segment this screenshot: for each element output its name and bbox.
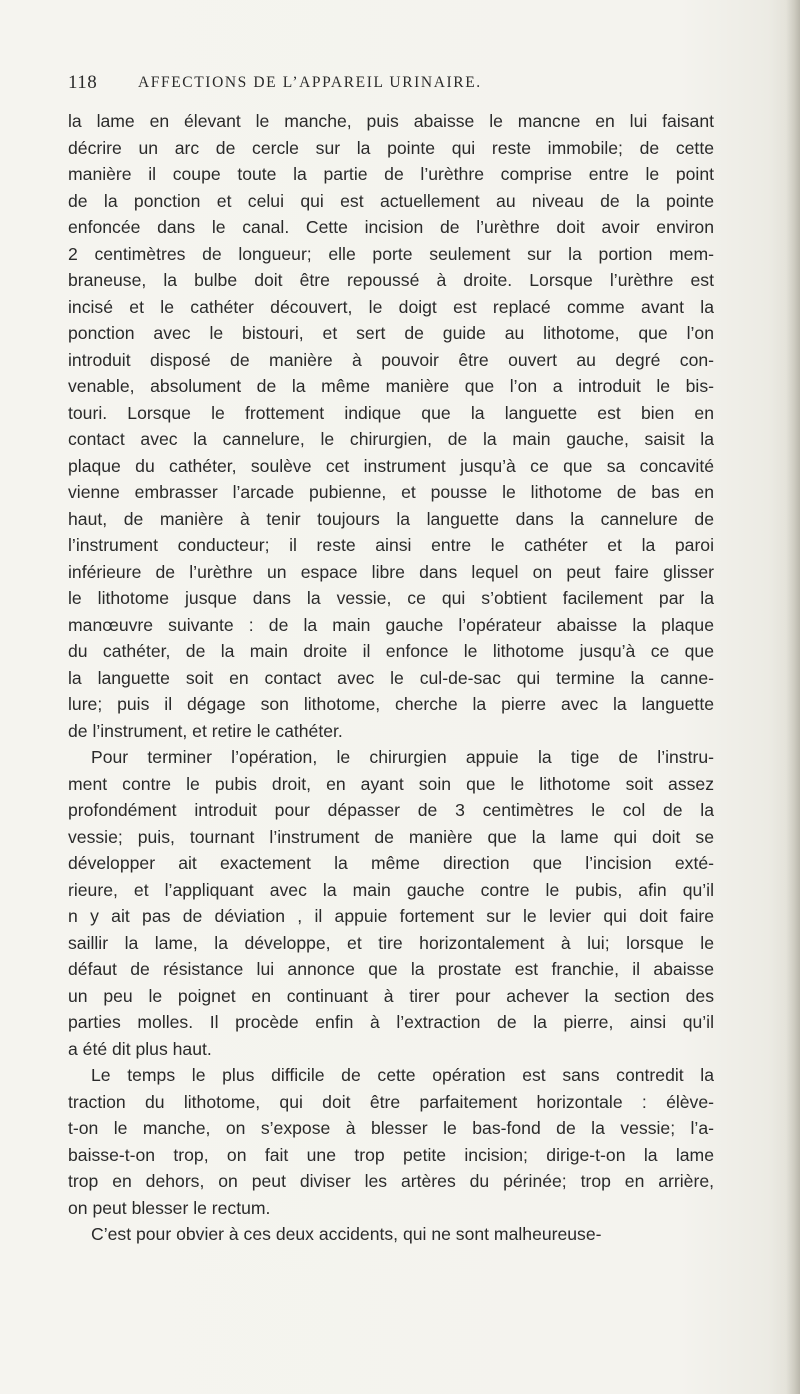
text-line: venable, absolument de la même manière que l’on a introduit le bis- [68,376,714,396]
paragraph-end-line: a été dit plus haut. [68,1038,212,1059]
paragraph-end-line: de l’instrument, et retire le cathéter. [68,720,343,741]
text-line: plaque du cathéter, soulève cet instrument jusqu’à ce que sa concavité [68,455,714,476]
paragraph-start-line: C’est pour obvier à ces deux accidents, qui ne sont malheureuse- [91,1224,602,1244]
paragraph-start-line: Le temps le plus difficile de cette opération est sans contredit la [91,1065,714,1085]
text-line: t-on le manche, on s’expose à blesser le bas-fond de la vessie; l’a- [68,1118,714,1138]
text-line: enfoncée dans le canal. Cette incision de l’urèthre doit avoir environ [68,217,714,237]
text-line: de la ponction et celui qui est actuellement au niveau de la pointe [68,190,714,211]
text-line: incisé et le cathéter découvert, le doigt est replacé comme avant la [68,296,714,317]
text-line: contact avec la cannelure, le chirurgien, de la main gauche, saisit la [68,429,714,449]
text-line: la lame en élevant le manche, puis abaisse le mancne en lui faisant [68,111,714,131]
text-line: vessie; puis, tournant l’instrument de manière que la lame qui doit se [68,826,714,847]
text-line: défaut de résistance lui annonce que la prostate est franchie, il abaisse [68,959,714,979]
running-head: AFFECTIONS DE L’APPAREIL URINAIRE. [138,74,482,91]
text-line: n y ait pas de déviation , il appuie fortement sur le levier qui doit faire [68,906,714,926]
body-text [68,108,714,1248]
text-line: braneuse, la bulbe doit être repoussé à droite. Lorsque l’urèthre est [68,270,714,290]
text-line: ment contre le pubis droit, en ayant soin que le lithotome soit assez [68,773,714,794]
text-line: saillir la lame, la développe, et tire horizontalement à lui; lorsque le [68,932,714,953]
text-line: manœuvre suivante : de la main gauche l’opérateur abaisse la plaque [68,614,714,635]
text-line: ponction avec le bistouri, et sert de guide au lithotome, que l’on [68,323,714,343]
text-line: traction du lithotome, qui doit être parfaitement horizontale : élève- [68,1091,714,1112]
page-number: 118 [68,72,98,93]
text-line: un peu le poignet en continuant à tirer pour achever la section des [68,985,714,1006]
text-line: du cathéter, de la main droite il enfonce le lithotome jusqu’à ce que [68,641,714,661]
text-line: le lithotome jusque dans la vessie, ce qui s’obtient facilement par la [68,588,714,608]
text-line: parties molles. Il procède enfin à l’extraction de la pierre, ainsi qu’il [68,1012,714,1032]
text-line: haut, de manière à tenir toujours la languette dans la cannelure de [68,508,714,529]
text-line: inférieure de l’urèthre un espace libre dans lequel on peut faire glisser [68,561,714,582]
text-line: baisse-t-on trop, on fait une trop petite incision; dirige-t-on la lame [68,1144,714,1165]
text-line: trop en dehors, on peut diviser les artères du périnée; trop en arrière, [68,1171,714,1191]
text-line: rieure, et l’appliquant avec la main gauche contre le pubis, afin qu’il [68,879,714,900]
text-line: vienne embrasser l’arcade pubienne, et pousse le lithotome de bas en [68,482,714,502]
text-line: la languette soit en contact avec le cul-de-sac qui termine la canne- [68,667,714,688]
text-line: introduit disposé de manière à pouvoir être ouvert au degré con- [68,349,714,370]
text-line: profondément introduit pour dépasser de 3 centimètres le col de la [68,800,714,820]
text-line: l’instrument conducteur; il reste ainsi entre le cathéter et la paroi [68,535,714,555]
paragraph-end-line: on peut blesser le rectum. [68,1197,271,1218]
text-line: développer ait exactement la même direction que l’incision exté- [68,853,714,873]
text-line: touri. Lorsque le frottement indique que la languette est bien en [68,402,714,423]
page-header [68,72,668,102]
text-line: manière il coupe toute la partie de l’urèthre comprise entre le point [68,164,714,184]
paragraph-start-line: Pour terminer l’opération, le chirurgien appuie la tige de l’instru- [91,747,714,767]
text-line: décrire un arc de cercle sur la pointe qui reste immobile; de cette [68,137,714,158]
text-line: lure; puis il dégage son lithotome, cherche la pierre avec la languette [68,694,714,714]
text-line: 2 centimètres de longueur; elle porte seulement sur la portion mem- [68,243,714,264]
page-edge-shadow [786,0,800,1394]
